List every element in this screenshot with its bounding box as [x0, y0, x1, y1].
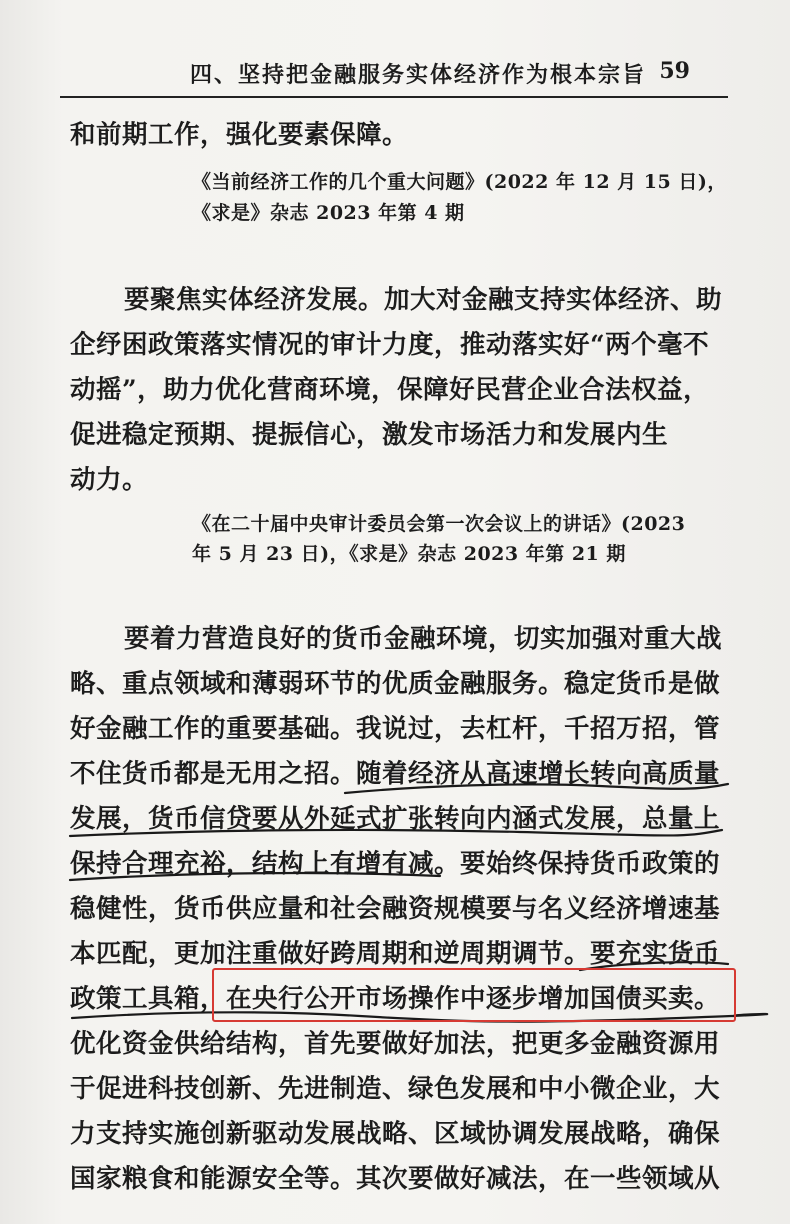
body-line: 好金融工作的重要基础。我说过，去杠杆，千招万招，管: [70, 714, 721, 744]
body-line: 发展，货币信贷要从外延式扩张转向内涵式发展，总量上: [70, 804, 721, 834]
body-line: 要聚焦实体经济发展。加大对金融支持实体经济、助: [124, 285, 723, 315]
body-line: 动力。: [70, 465, 149, 495]
body-line: 企纾困政策落实情况的审计力度，推动落实好“两个毫不: [70, 330, 710, 360]
body-line: 略、重点领域和薄弱环节的优质金融服务。稳定货币是做: [70, 669, 721, 699]
red-highlight-box: [212, 968, 736, 1022]
body-line: 优化资金供给结构，首先要做好加法，把更多金融资源用: [70, 1029, 721, 1059]
body-line: 稳健性，货币供应量和社会融资规模要与名义经济增速基: [70, 894, 721, 924]
pen-underline: [70, 830, 722, 836]
body-line: 本匹配，更加注重做好跨周期和逆周期调节。要充实货币: [70, 939, 721, 969]
body-line: 不住货币都是无用之招。随着经济从高速增长转向高质量: [70, 759, 721, 789]
body-line: 和前期工作，强化要素保障。: [70, 120, 409, 150]
body-line: 力支持实施创新驱动发展战略、区域协调发展战略，确保: [70, 1119, 721, 1149]
body-line: 促进稳定预期、提振信心，激发市场活力和发展内生: [70, 420, 669, 450]
body-line: 保持合理充裕，结构上有增有减。要始终保持货币政策的: [70, 849, 721, 879]
page-number: 59: [659, 58, 690, 84]
body-line: 于促进科技创新、先进制造、绿色发展和中小微企业，大: [70, 1074, 721, 1104]
citation-line: 《在二十届中央审计委员会第一次会议上的讲话》(2023: [192, 513, 686, 535]
body-line: 要着力营造良好的货币金融环境，切实加强对重大战: [124, 624, 723, 654]
citation-line: 《当前经济工作的几个重大问题》(2022 年 12 月 15 日)，: [192, 171, 727, 193]
chapter-title: 四、坚持把金融服务实体经济作为根本宗旨: [190, 62, 647, 88]
body-line: 动摇”，助力优化营商环境，保障好民营企业合法权益，: [70, 375, 710, 405]
body-line: 政策工具箱，在央行公开市场操作中逐步增加国债买卖。: [70, 984, 721, 1014]
citation-line: 《求是》杂志 2023 年第 4 期: [192, 202, 465, 224]
citation-line: 年 5 月 23 日)，《求是》杂志 2023 年第 21 期: [192, 543, 626, 565]
pen-underline: [345, 784, 728, 793]
pen-underline: [70, 873, 440, 880]
body-line: 国家粮食和能源安全等。其次要做好减法，在一些领域从: [70, 1164, 721, 1194]
